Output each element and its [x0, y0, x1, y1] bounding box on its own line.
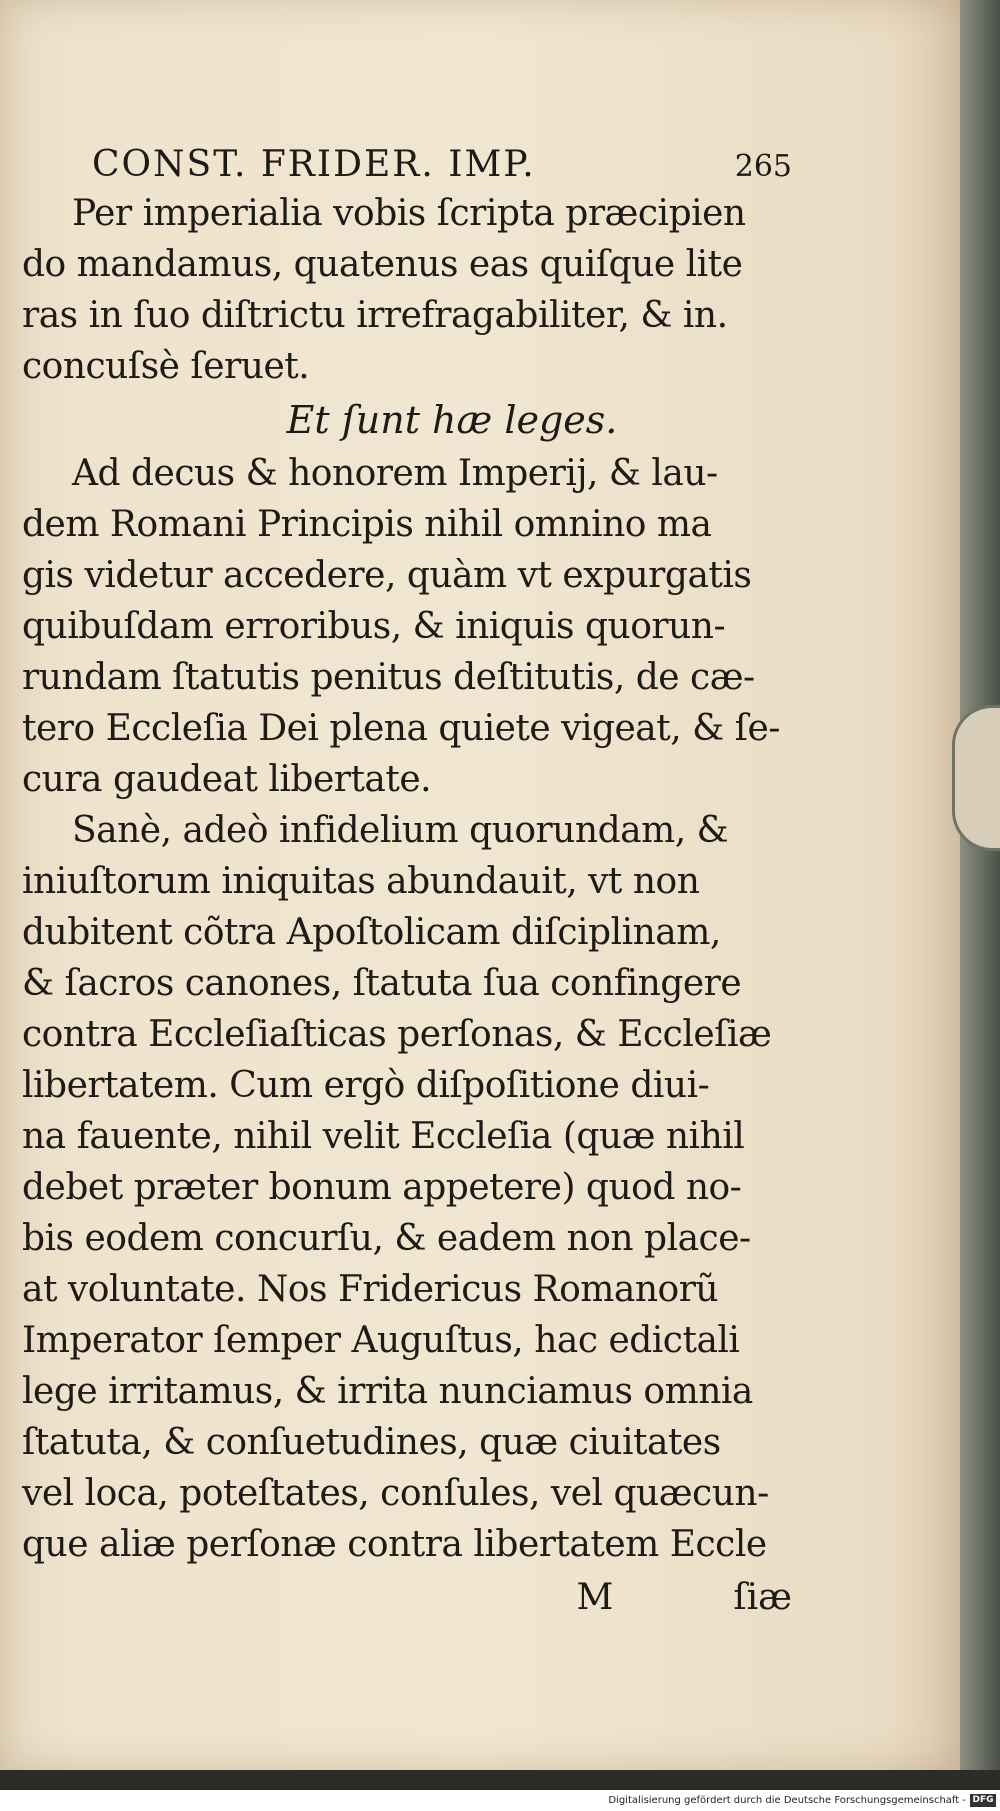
text-line: iniuſtorum iniquitas abundauit, vt non — [22, 861, 700, 902]
text-line: tero Eccleſia Dei plena quiete vigeat, & ſe- — [22, 708, 780, 749]
text-line: cura gaudeat libertate. — [22, 759, 432, 800]
catchword-line — [22, 1570, 792, 1626]
text-line: quibuſdam erroribus, & iniquis quorun- — [22, 606, 726, 647]
dfg-logo: DFG — [970, 1794, 996, 1807]
running-head — [22, 142, 792, 188]
paragraph-2 — [22, 448, 792, 805]
digitization-note: Digitalisierung gefördert durch die Deutsche Forschungsgemeinschaft - — [608, 1795, 966, 1806]
text-line: ras in ſuo diſtrictu irrefragabiliter, & in. — [22, 295, 728, 336]
text-line: bis eodem concurſu, & eadem non place- — [22, 1218, 751, 1259]
paragraph-1 — [22, 188, 792, 392]
text-line: vel loca, poteſtates, conſules, vel quæcun- — [22, 1473, 769, 1514]
scan-bottom-band — [0, 1770, 1000, 1790]
text-line: dubitent cõtra Apoſtolicam diſciplinam, — [22, 912, 721, 953]
signature-mark: M — [576, 1577, 614, 1618]
running-head-title: CONST. FRIDER. IMP. — [92, 144, 536, 185]
text-line: Imperator ſemper Auguſtus, hac edictali — [22, 1320, 740, 1361]
text-line: Sanè, adeò infidelium quorundam, & — [72, 810, 729, 851]
text-line: que aliæ perſonæ contra libertatem Eccle — [22, 1524, 767, 1565]
text-line: & ſacros canones, ſtatuta ſua confingere — [22, 963, 742, 1004]
text-line: libertatem. Cum ergò diſpoſitione diui- — [22, 1065, 710, 1106]
section-heading: Et ſunt hæ leges. — [286, 398, 618, 442]
text-line: debet præter bonum appetere) quod no- — [22, 1167, 742, 1208]
page-text — [22, 142, 792, 1626]
text-line: lege irritamus, & irrita nunciamus omnia — [22, 1371, 753, 1412]
page-number: 265 — [734, 149, 792, 184]
text-line: at voluntate. Nos Fridericus Romanorũ — [22, 1269, 719, 1310]
page-tab-marker — [952, 705, 1000, 851]
text-line: rundam ſtatutis penitus deſtitutis, de cæ- — [22, 657, 755, 698]
text-line: Per imperialia vobis ſcripta præcipien — [72, 193, 746, 234]
text-line: gis videtur accedere, quàm vt expurgatis — [22, 555, 752, 596]
text-line: dem Romani Principis nihil omnino ma — [22, 504, 712, 545]
text-line: ſtatuta, & conſuetudines, quæ ciuitates — [22, 1422, 721, 1463]
paragraph-3 — [22, 805, 792, 1570]
catchword: ſiæ — [733, 1577, 792, 1618]
text-line: na fauente, nihil velit Eccleſia (quæ nihil — [22, 1116, 745, 1157]
text-line: do mandamus, quatenus eas quiſque lite — [22, 244, 743, 285]
text-line: Ad decus & honorem Imperij, & lau- — [72, 453, 718, 494]
text-line: concuſsè ſeruet. — [22, 346, 310, 387]
text-line: contra Eccleſiaſticas perſonas, & Eccleſiæ — [22, 1014, 772, 1055]
page-edge — [960, 0, 1000, 1770]
